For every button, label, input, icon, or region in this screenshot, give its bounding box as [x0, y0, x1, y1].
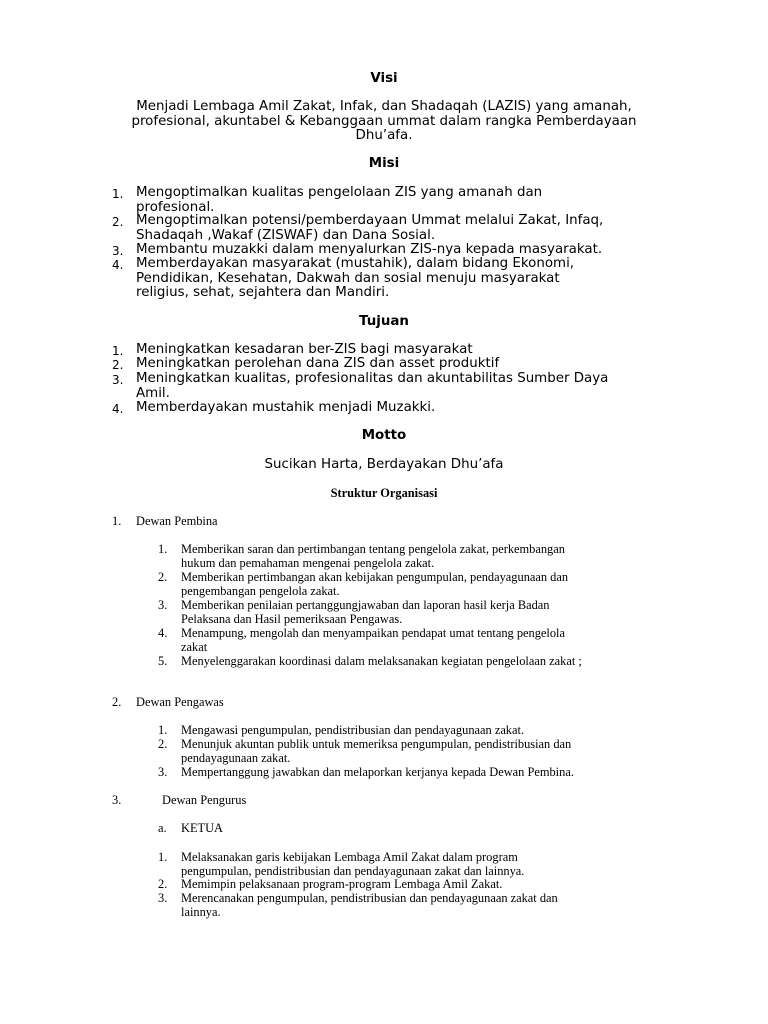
- tujuan-heading: Tujuan: [359, 314, 409, 329]
- visi-heading: Visi: [370, 71, 398, 86]
- list-number: 5.: [158, 654, 168, 668]
- list-item: [136, 186, 542, 215]
- section-number: 2.: [112, 695, 122, 709]
- list-item-line: Pelaksana dan Hasil pemeriksaan Pengawas.: [181, 611, 403, 626]
- list-item-line: Memberdayakan masyarakat (mustahik), dalam bidang Ekonomi,: [136, 256, 575, 271]
- list-number: 1.: [158, 542, 168, 556]
- list-item-line: Mengawasi pengumpulan, pendistribusian dan pendayagunaan zakat.: [181, 723, 525, 737]
- list-item: [181, 766, 574, 780]
- list-item-line: zakat: [181, 639, 208, 654]
- list-number: 1.: [158, 850, 168, 864]
- list-item: [136, 401, 435, 416]
- list-item: [136, 214, 603, 243]
- list-number: 4.: [158, 626, 168, 640]
- section-number: 1.: [112, 514, 122, 528]
- list-number: 1.: [112, 344, 124, 358]
- list-item: [136, 257, 574, 301]
- visi-line: profesional, akuntabel & Kebanggaan ummat dalam rangka Pemberdayaan: [131, 113, 637, 129]
- list-item-line: Menyelenggarakan koordinasi dalam melaksanakan kegiatan pengelolaan zakat ;: [181, 654, 582, 668]
- visi-line: Menjadi Lembaga Amil Zakat, Infak, dan Shadaqah (LAZIS) yang amanah,: [136, 99, 632, 114]
- section-title: Dewan Pembina: [136, 514, 218, 528]
- list-item: [181, 878, 502, 892]
- list-number: 3.: [158, 598, 168, 612]
- list-item-line: Menampung, mengolah dan menyampaikan pendapat umat tentang pengelola: [181, 626, 565, 640]
- list-number: 1.: [158, 723, 168, 737]
- list-item: [181, 892, 558, 919]
- sub-letter: a.: [158, 821, 167, 835]
- list-item-line: profesional.: [136, 199, 215, 215]
- list-number: 2.: [158, 877, 168, 891]
- list-item-line: Mengoptimalkan potensi/pemberdayaan Ummat melalui Zakat, Infaq,: [136, 213, 604, 228]
- list-number: 3.: [112, 373, 124, 387]
- section-title: Dewan Pengawas: [136, 695, 224, 709]
- list-item: [181, 627, 565, 654]
- list-item-line: Melaksanakan garis kebijakan Lembaga Amil Zakat dalam program: [181, 850, 518, 864]
- list-item-line: Membantu muzakki dalam menyalurkan ZIS-nya kepada masyarakat.: [136, 242, 603, 257]
- list-item-line: Memberikan saran dan pertimbangan tentang pengelola zakat, perkembangan: [181, 542, 565, 556]
- list-number: 3.: [112, 244, 124, 258]
- misi-heading: Misi: [368, 156, 400, 171]
- list-item-line: religius, sehat, sejahtera dan Mandiri.: [136, 285, 390, 300]
- visi-text: [0, 100, 768, 144]
- motto-heading: Motto: [361, 428, 407, 443]
- list-item-line: lainnya.: [181, 904, 221, 919]
- section-title: Dewan Pengurus: [162, 793, 247, 807]
- list-item-line: pengembangan pengelola zakat.: [181, 583, 340, 598]
- list-item: [181, 738, 571, 765]
- visi-line: Dhu’afa.: [355, 128, 413, 143]
- list-number: 3.: [158, 765, 168, 779]
- list-item-line: Menunjuk akuntan publik untuk memeriksa pengumpulan, pendistribusian dan: [181, 737, 572, 751]
- struktur-heading: Struktur Organisasi: [330, 486, 438, 500]
- list-item: [181, 655, 582, 669]
- list-item-line: Amil.: [136, 385, 170, 401]
- list-number: 3.: [158, 891, 168, 905]
- list-number: 2.: [158, 570, 168, 584]
- section-number: 3.: [112, 793, 122, 807]
- list-number: 1.: [112, 187, 124, 201]
- sub-title: KETUA: [181, 821, 223, 835]
- list-item-line: Meningkatkan kesadaran ber-ZIS bagi masyarakat: [136, 342, 473, 357]
- list-number: 2.: [112, 358, 124, 372]
- list-item-line: Mengoptimalkan kualitas pengelolaan ZIS yang amanah dan: [136, 185, 543, 200]
- motto-text: Sucikan Harta, Berdayakan Dhu’afa: [264, 457, 504, 472]
- list-item-line: Memberdayakan mustahik menjadi Muzakki.: [136, 400, 436, 415]
- list-item-line: Meningkatkan kualitas, profesionalitas dan akuntabilitas Sumber Daya: [136, 371, 609, 386]
- list-item-line: Mempertanggung jawabkan dan melaporkan kerjanya kepada Dewan Pembina.: [181, 765, 574, 779]
- list-item-line: Memberikan penilaian pertanggungjawaban dan laporan hasil kerja Badan: [181, 598, 550, 612]
- list-item: [136, 357, 499, 372]
- list-number: 2.: [158, 737, 168, 751]
- list-item: [181, 571, 568, 598]
- list-item-line: pengumpulan, pendistribusian dan pendayagunaan zakat dan lainnya.: [181, 863, 525, 878]
- list-item-line: pendayagunaan zakat.: [181, 750, 291, 765]
- list-item: [181, 724, 524, 738]
- list-item: [181, 543, 565, 570]
- list-item-line: Merencanakan pengumpulan, pendistribusian dan pendayagunaan zakat dan: [181, 891, 558, 905]
- list-item-line: hukum dan pemahaman mengenai pengelola zakat.: [181, 555, 435, 570]
- list-item-line: Memimpin pelaksanaan program-program Lembaga Amil Zakat.: [181, 877, 503, 891]
- list-number: 2.: [112, 215, 124, 229]
- list-item-line: Shadaqah ,Wakaf (ZISWAF) dan Dana Sosial.: [136, 227, 436, 243]
- list-item: [181, 599, 549, 626]
- list-number: 4.: [112, 258, 124, 272]
- list-number: 4.: [112, 402, 124, 416]
- list-item-line: Pendidikan, Kesehatan, Dakwah dan sosial menuju masyarakat: [136, 270, 560, 286]
- list-item-line: Meningkatkan perolehan dana ZIS dan asset produktif: [136, 356, 500, 371]
- list-item: [136, 372, 608, 401]
- list-item-line: Memberikan pertimbangan akan kebijakan pengumpulan, pendayagunaan dan: [181, 570, 569, 584]
- list-item: [181, 851, 524, 878]
